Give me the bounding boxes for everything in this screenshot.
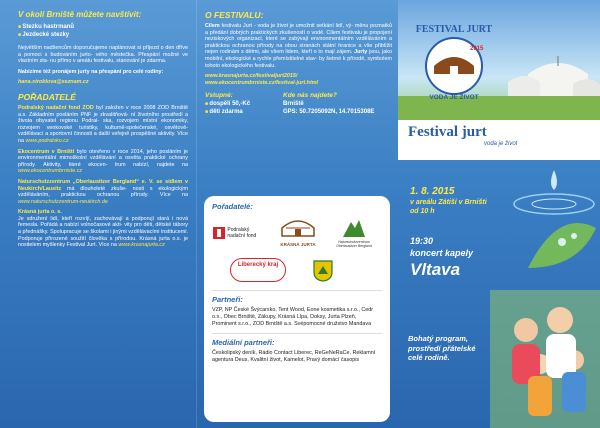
list-item: ■ Jezdecké stezky <box>18 31 188 39</box>
about-body2: jsou, jako mobilní, ekologické a rychle přemístitelné stav- by šetrné k přírodě, symbolem tohoto ekologického festivalu. <box>205 49 392 69</box>
festival-subtitle: voda je život <box>484 141 518 147</box>
divider <box>212 290 382 291</box>
about-link2[interactable]: www.ekocentrumbrniste.cz/festival-jurt.html <box>205 79 319 86</box>
right-column <box>398 0 600 428</box>
org3 <box>18 179 188 205</box>
podralsky-logo: Podralský nadační fond <box>212 226 270 240</box>
org2-name: Ekocentrum v Brništi <box>18 148 75 155</box>
org4 <box>18 209 188 249</box>
entry-list <box>205 100 275 116</box>
about-heading: O FESTIVALU: <box>205 10 264 20</box>
family-photo-icon <box>490 290 600 428</box>
media-text: Českolipský deník, Rádio Contact Liberec, ReGeNeRaCe, Reklamní agentura Deus, Kvalitní život, Kamelot, Pravý domácí časopis <box>212 350 376 364</box>
divider <box>212 333 382 334</box>
concert-text: koncert kapely <box>410 248 474 258</box>
rent-text: Nabízíme též pronájem jurty na přespání pro celé rodiny: <box>18 68 164 75</box>
naturschutzzentrum-logo: Naturschutzzentrum Oberlausitzer Bergland <box>328 216 380 248</box>
event-date: 1. 8. 2015 <box>410 186 455 197</box>
about-body: festivalu Jurt - voda je život je umožnit setkání lidí, vý- měnu poznatků a předání dobrých praktických zkušeností o vodě. Cílem festivalu je propojení neziskových organizací, které se zabývají environmentálním vzděláváním a praktickou ochranou přírody na obou stranách státní hranice a vše přiblížit nejen rodinám s dětmi, ale všem lidem, kteří o to mají zájem. <box>205 23 392 56</box>
entry-block <box>205 92 275 122</box>
org1-text: byl založen v roce 2008 ZOD Brniště a.s. Základním posláním PNF je zkvalitňová- ní životního prostředí a života obyvatel regionu Podral- ska, rozvojem místní ekonomiky, rozvojem venkovské turistiky, kulturně-společenské, osvětově-vzdělávací a sportovní činnosti a další veřejně prospěšné aktivity. Více na <box>18 104 188 144</box>
yurt-logo-icon <box>278 214 318 240</box>
logo-top-text: FESTIVAL JURT <box>415 24 493 35</box>
org2-text: bylo otevřeno v roce 2014, jeho posláním je environmentální mimoškolní vzdělávání a osvěta praktické ochrany přírody. Aktivity, které ekocen- trum nabízí, najdete na <box>18 148 188 168</box>
org3-name: Naturschutzzentrum „Oberlausitzer Bergland“ e. V. se sídlem v Neukirch/Lausitz <box>18 178 188 192</box>
about-jurty: Jurty <box>354 49 368 56</box>
podralsky-icon <box>212 226 226 240</box>
org3-link[interactable]: www.naturschutzzentrum-neukirch.de <box>18 198 108 205</box>
list-item: ■ dospělí 50,-Kč <box>205 100 275 108</box>
about-lead: Cílem <box>205 23 220 29</box>
festival-logo <box>410 20 498 108</box>
org4-link[interactable]: www.krasnajurta.cz <box>118 242 165 249</box>
yurt-photo <box>398 0 600 130</box>
leaf-drops-icon <box>518 208 598 278</box>
logo-year: 2015 <box>470 46 484 52</box>
org4-name: Krásná jurta o. s. <box>18 209 62 216</box>
list-item: ■ děti zdarma <box>205 108 275 116</box>
box-organizers-heading: Pořadatelé: <box>212 202 253 211</box>
where-block <box>283 92 374 122</box>
partners-text: VZP, NP České Švýcarsko, Tent Wood, Eone kosmetika s.r.o., Cedr o.s., Obec Brniště, Zákupy, Krásná Lípa, Doksy, Jurta Plzeň, Prominent s.r.o., ZOD Brniště a.s. Svépomocné družstvo Mandava <box>212 307 374 327</box>
krasna-jurta-logo: KRÁSNÁ JURTA <box>274 214 322 248</box>
org4-text: Je sdružení lidí, kteří rozvíjí, zachovávají a podporují stará i nová řemesla. Pořádá a nabízí volnočasové akti- vity pro děti, dětské tábory a přednášky. Spolupracuje se školami i jinými vzdělávacími institucemi. Podporuje přirozené soužití člověka s přírodou. Krásná jurta o.s. je nositelem myšlenky Festival Jurt. Více na <box>18 215 188 249</box>
liberecky-kraj-logo: Liberecký kraj <box>230 258 286 282</box>
logos <box>212 214 382 286</box>
brniste-crest-logo <box>312 260 334 282</box>
event-place: v areálu Zátiší v Brništi od 10 h <box>410 199 487 215</box>
about-link1[interactable]: www.krasnajurta.cz/festivaljurt2015/ <box>205 73 298 80</box>
where-label: Kde nás najdete? <box>283 92 337 100</box>
logo-bottom-text: VODA JE ŽIVOT <box>429 94 479 101</box>
org2-link[interactable]: www.ekocentrumbrniste.cz <box>18 168 83 175</box>
org3-text: má dlouholeté zkuše- nosti s ekologickým vzděláváním, praktickou ochranou přírody. Více na <box>18 185 188 199</box>
crest-icon <box>313 260 333 282</box>
about-text <box>205 23 392 69</box>
left-column <box>0 0 196 428</box>
festival-title: Festival jurt <box>408 124 487 140</box>
mountain-icon <box>342 216 366 238</box>
org1-link[interactable]: www.podralsko.cz <box>25 137 69 144</box>
visit-heading: V okolí Brniště můžete navštívit: <box>18 10 142 19</box>
where-place: Brniště <box>283 101 304 108</box>
band-name: Vltava <box>410 260 461 279</box>
partners-heading: Partneři: <box>212 295 243 304</box>
media-heading: Mediální partneři: <box>212 338 275 348</box>
concert-time: 19:30 <box>410 236 434 246</box>
entry-label: Vstupné: <box>205 92 233 100</box>
list-item: ■ Stezku hastrmanů <box>18 23 188 31</box>
visit-list <box>18 23 188 39</box>
sponsors-box <box>204 196 390 422</box>
org1-name: Podralský nadační fond ZOD <box>18 104 94 111</box>
slogan: Bohatý program, prostředí přátelské celé rodině. <box>408 334 476 362</box>
visit-text: Největším nadšencům doporučujeme naplánovat si příjezd o den dříve a pomoci s budováním jurto- vého městečka. Přespání možné ve vlastním sta- nu přímo v areálu festivalu, stanování je zdarma. <box>18 45 188 65</box>
info-row <box>205 92 392 122</box>
org2 <box>18 149 188 175</box>
where-gps: GPS: 50.7205092N, 14.7015308E <box>283 109 375 116</box>
org1 <box>18 105 188 145</box>
rent-email[interactable]: hana.stroblova@seznam.cz <box>18 79 89 86</box>
organizers-heading: POŘADATELÉ <box>18 91 76 102</box>
